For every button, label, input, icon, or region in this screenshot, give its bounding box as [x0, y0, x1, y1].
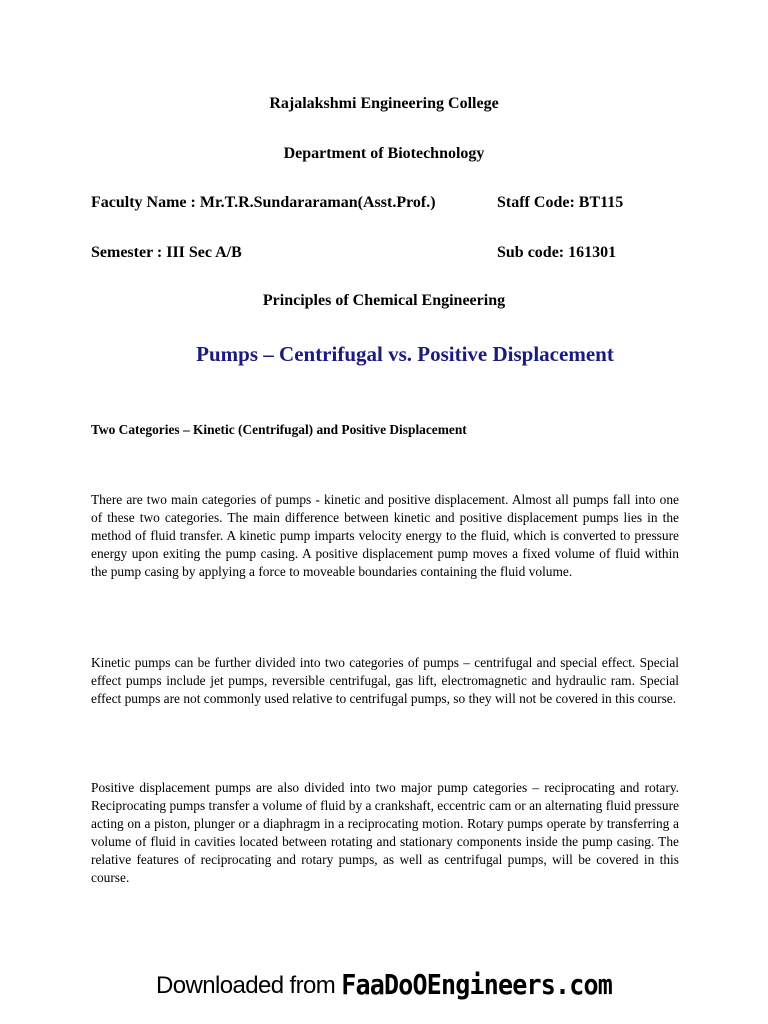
document-title: Pumps – Centrifugal vs. Positive Displacement: [196, 342, 614, 366]
subject-code: Sub code: 161301: [497, 244, 617, 261]
watermark-prefix: Downloaded from: [156, 972, 342, 999]
section-heading: Two Categories – Kinetic (Centrifugal) and Positive Displacement: [91, 422, 467, 437]
staff-code: Staff Code: BT115: [497, 194, 624, 211]
download-watermark: [0, 970, 768, 1000]
college-name: Rajalakshmi Engineering College: [269, 95, 499, 112]
course-name: Principles of Chemical Engineering: [262, 292, 506, 309]
department-name: Department of Biotechnology: [283, 145, 485, 162]
watermark-site: FaaDoOEngineers.com: [341, 968, 612, 1001]
semester-info: Semester : III Sec A/B: [91, 244, 242, 261]
paragraph-2: Kinetic pumps can be further divided into two categories of pumps – centrifugal and special effect. Special effect pumps include jet pumps, reversible centrifugal, gas lift, electromagnetic and hydraulic ram. Special effect pumps are not commonly used relative to centrifugal pumps, so they will not be covered in this course.: [91, 655, 679, 707]
paragraph-3: Positive displacement pumps are also divided into two major pump categories – reciprocating and rotary. Reciprocating pumps transfer a volume of fluid by a crankshaft, eccentric cam or an alternating fluid pressure acting on a piston, plunger or a diaphragm in a reciprocating motion. Rotary pumps operate by transferring a volume of fluid in cavities located between rotating and stationary components inside the pump casing. The relative features of reciprocating and rotary pumps, as well as centrifugal pumps, will be covered in this course.: [91, 780, 679, 886]
faculty-name: Faculty Name : Mr.T.R.Sundararaman(Asst.Prof.): [91, 194, 436, 211]
paragraph-1: There are two main categories of pumps - kinetic and positive displacement. Almost all pumps fall into one of these two categories. The main difference between kinetic and positive displacement pumps lies in the method of fluid transfer. A kinetic pump imparts velocity energy to the fluid, which is converted to pressure energy upon exiting the pump casing. A positive displacement pump moves a fixed volume of fluid within the pump casing by applying a force to moveable boundaries containing the fluid volume.: [91, 492, 679, 580]
